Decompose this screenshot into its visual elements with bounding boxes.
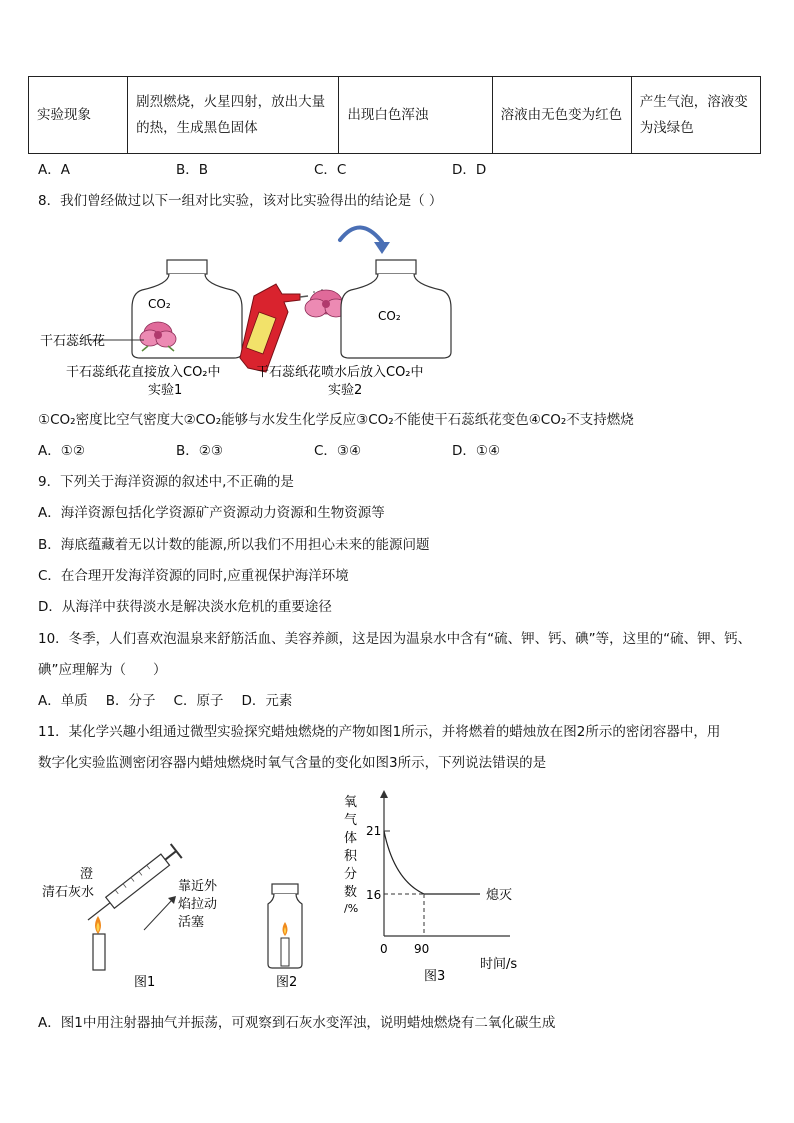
q8-statements: ①CO₂密度比空气密度大②CO₂能够与水发生化学反应③CO₂不能使干石蕊纸花变色④CO₂不支持燃烧 <box>38 412 634 428</box>
option-c[interactable]: C．C <box>314 162 347 178</box>
option-b[interactable]: B．B <box>176 162 209 178</box>
ylabel-char: 数 <box>344 885 358 900</box>
caption-exp2-label: 实验2 <box>328 383 363 398</box>
option-a[interactable]: A．①② <box>38 443 85 459</box>
q8-figure <box>30 220 470 405</box>
q7-observation-table <box>28 76 761 154</box>
label-pull-2: 焰拉动 <box>178 897 218 912</box>
option-c[interactable]: C．原子 <box>173 693 224 709</box>
caption-exp1: 干石蕊纸花直接放入CO₂中 <box>66 365 221 380</box>
oxygen-curve <box>384 831 480 894</box>
y-axis-arrow-icon <box>380 790 388 798</box>
q10-stem-line2: 碘”应理解为（ ） <box>38 662 167 678</box>
table-row <box>29 77 761 154</box>
label-limewater-1: 澄 <box>80 867 94 882</box>
option-a[interactable]: A．海洋资源包括化学资源矿产资源动力资源和生物资源等 <box>38 505 385 521</box>
q8-stem: 8．我们曾经做过以下一组对比实验，该对比实验得出的结论是（ ） <box>38 193 443 209</box>
label-pull-1: 靠近外 <box>178 879 218 894</box>
caption-exp1-label: 实验1 <box>148 383 183 398</box>
candle-icon <box>93 916 105 970</box>
option-d[interactable]: D．元素 <box>241 693 293 709</box>
label-pull-3: 活塞 <box>178 915 205 930</box>
tick-21: 21 <box>366 824 382 838</box>
q7-options <box>38 160 590 180</box>
table-row-header: 实验现象 <box>29 77 128 154</box>
q11-option-a[interactable]: A．图1中用注射器抽气并振荡，可观察到石灰水变浑浊，说明蜡烛燃烧有二氧化碳生成 <box>38 1015 556 1031</box>
co2-label-left: CO₂ <box>148 297 171 311</box>
table-cell: 剧烈燃烧，火星四射，放出大量的热，生成黑色固体 <box>128 77 339 154</box>
ylabel-char: 氧 <box>344 795 358 810</box>
flower-label: 干石蕊纸花 <box>40 334 106 349</box>
option-a[interactable]: A．单质 <box>38 693 88 709</box>
q11-stem-line1: 11．某化学兴趣小组通过微型实验探究蜡烛燃烧的产物如图1所示，并将燃着的蜡烛放在图2所示的密闭容器中，用 <box>38 724 721 740</box>
table-cell: 产生气泡，溶液变为浅绿色 <box>631 77 760 154</box>
q10-options <box>38 691 310 711</box>
caption-exp2: 干石蕊纸花喷水后放入CO₂中 <box>256 365 424 380</box>
option-b[interactable]: B．②③ <box>176 443 223 459</box>
fig1-caption: 图1 <box>134 975 156 990</box>
table-cell: 出现白色浑浊 <box>339 77 492 154</box>
q8-options <box>38 441 590 461</box>
tick-16: 16 <box>366 888 382 902</box>
q11-fig1 <box>38 830 238 995</box>
q11-stem-line2: 数字化实验监测密闭容器内蜡烛燃烧时氧气含量的变化如图3所示，下列说法错误的是 <box>38 755 547 771</box>
curved-arrow-icon <box>340 227 382 242</box>
option-b[interactable]: B．海底蕴藏着无以计数的能源,所以我们不用担心未来的能源问题 <box>38 537 430 553</box>
q10-stem-line1: 10．冬季，人们喜欢泡温泉来舒筋活血、美容养颜，这是因为温泉水中含有“硫、钾、钙、碘”等，这里的“硫、钾、钙、 <box>38 631 752 647</box>
table-cell: 溶液由无色变为红色 <box>492 77 631 154</box>
fig2-caption: 图2 <box>276 975 298 990</box>
co2-label-right: CO₂ <box>378 309 401 323</box>
ylabel-char: /% <box>344 902 359 915</box>
option-d[interactable]: D．从海洋中获得淡水是解决淡水危机的重要途径 <box>38 599 332 615</box>
option-c[interactable]: C．③④ <box>314 443 362 459</box>
option-d[interactable]: D．D <box>452 162 487 178</box>
jar-right <box>341 260 451 358</box>
option-b[interactable]: B．分子 <box>105 693 156 709</box>
q11-fig3 <box>340 790 540 990</box>
ylabel-char: 气 <box>344 813 358 828</box>
syringe-icon <box>82 844 181 927</box>
option-d[interactable]: D．①④ <box>452 443 501 459</box>
ylabel-char: 体 <box>344 831 358 846</box>
option-a[interactable]: A．A <box>38 162 70 178</box>
q11-fig2 <box>258 878 318 993</box>
jar-left <box>88 260 242 358</box>
arrow-head-icon <box>374 242 390 254</box>
tick-0: 0 <box>380 942 388 956</box>
tick-90: 90 <box>414 942 430 956</box>
ylabel-char: 分 <box>344 867 358 882</box>
fig3-caption: 图3 <box>424 969 446 984</box>
option-c[interactable]: C．在合理开发海洋资源的同时,应重视保护海洋环境 <box>38 568 349 584</box>
label-limewater-2: 清石灰水 <box>42 885 95 900</box>
x-axis-label: 时间/s <box>480 957 518 972</box>
extinguish-label: 熄灭 <box>486 888 513 903</box>
q9-stem: 9．下列关于海洋资源的叙述中,不正确的是 <box>38 474 294 490</box>
ylabel-char: 积 <box>344 849 358 864</box>
